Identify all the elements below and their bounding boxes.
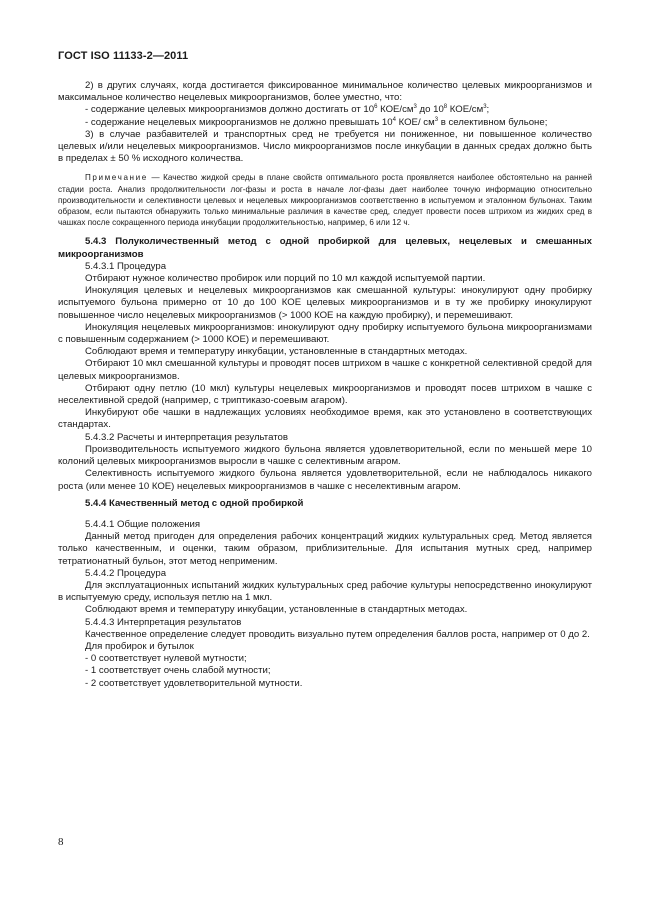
subsection-heading: 5.4.4.2 Процедура bbox=[85, 567, 167, 579]
list-item: - 0 соответствует нулевой мутности; bbox=[85, 653, 247, 665]
paragraph: Для эксплуатационных испытаний жидких культуральных сред рабочие культуры непосредственно инокулируют в испытуемую среду, используя петлю на 1 мкл. bbox=[58, 579, 592, 604]
section-heading: 5.4.3 Полуколичественный метод с одной пробиркой для целевых, нецелевых и смешанных микроорганизмов bbox=[58, 236, 592, 260]
section-heading: 5.4.4 Качественный метод с одной пробиркой bbox=[85, 497, 304, 509]
list-item: - 1 соответствует очень слабой мутности; bbox=[85, 665, 271, 677]
paragraph: Отбирают 10 мкл смешанной культуры и проводят посев штрихом в чашке с конкретной селективной средой для целевых микроорганизмов. bbox=[58, 358, 592, 382]
document-header: ГОСТ ISO 11133-2—2011 bbox=[58, 50, 189, 62]
paragraph: Соблюдают время и температуру инкубации, установленные в стандартных методах. bbox=[85, 604, 468, 616]
paragraph: Отбирают нужное количество пробирок или порций по 10 мл каждой испытуемой партии. bbox=[85, 273, 486, 285]
subsection-heading: 5.4.3.1 Процедура bbox=[85, 260, 167, 272]
page-number: 8 bbox=[58, 836, 64, 848]
subsection-heading: 5.4.4.1 Общие положения bbox=[85, 518, 201, 530]
document-body bbox=[58, 80, 592, 690]
paragraph: Для пробирок и бутылок bbox=[85, 640, 194, 652]
paragraph: Инокуляция нецелевых микроорганизмов: инокулируют одну пробирку испытуемого бульона микроорганизмами с повышенным содержанием (> 1000 КОЕ) и перемешивают. bbox=[58, 321, 592, 346]
paragraph: Инокуляция целевых и нецелевых микроорганизмов как смешанной культуры: инокулируют одну пробирку испытуемого бульона примерно от 10 до 100 КОЕ целевых микроорганизмов и в ту же пробирку инокулируют повышенное число нецелевых микроорганизмов (> 1000 КОЕ на каждую пробирку), и перемешивают. bbox=[58, 285, 592, 321]
paragraph: Инкубируют обе чашки в надлежащих условиях необходимое время, как это установлено в соответствующих стандартах. bbox=[58, 407, 592, 431]
subsection-heading: 5.4.4.3 Интерпретация результатов bbox=[85, 616, 242, 628]
paragraph: Селективность испытуемого жидкого бульона является удовлетворительной, если не наблюдалось никакого роста (или менее 10 КОЕ) нецелевых микроорганизмов в чашке с неселективным агаром. bbox=[58, 468, 592, 492]
paragraph: Данный метод пригоден для определения рабочих концентраций жидких культуральных сред. Метод является только качественным, и оценки, таким образом, приблизительные. Для испытания мутных сред, например тетратионатный бульон, этот метод неприменим. bbox=[58, 531, 592, 567]
paragraph: Отбирают одну петлю (10 мкл) культуры нецелевых микроорганизмов и проводят посев штрихом в чашке с неселективной средой (например, с триптиказо-соевым агаром). bbox=[58, 382, 592, 407]
paragraph: Соблюдают время и температуру инкубации, установленные в стандартных методах. bbox=[85, 346, 468, 358]
paragraph: Производительность испытуемого жидкого бульона является удовлетворительной, если по меньшей мере 10 колоний целевых микроорганизмов выросли в чашке с селективным агаром. bbox=[58, 443, 592, 468]
note: Примечание — Качество жидкой среды в плане свойств оптимального роста проявляется наиболее обстоятельно на ранней стадии роста. Анализ продолжительности лог-фазы и роста в начале лог-фазы дает наиболее точную информацию относительно производительности и селективности целевых и нецелевых микроорганизмов соответственно в испытуемом и эталонном бульонах. Таким образом, если пытаются обнаружить только минимальные различия в качестве сред, следует провести посев штрихом из жидких сред в чашках после сокращенного периода инкубации продолжительностью, например, 6 или 12 ч. bbox=[58, 173, 592, 228]
paragraph: 2) в других случаях, когда достигается фиксированное минимальное количество целевых микроорганизмов и максимальное количество нецелевых микроорганизмов, более уместно, что: bbox=[58, 80, 592, 104]
list-item: - содержание целевых микроорганизмов должно достигать от $10^6$ КОЕ/$см^3$ до $10^8$ КОЕ/$см^3$; bbox=[85, 104, 490, 116]
list-item: - содержание нецелевых микроорганизмов не должно превышать $10^4$ КОЕ/ $см^3$ в селективном бульоне; bbox=[85, 116, 548, 128]
paragraph: Качественное определение следует проводить визуально путем определения баллов роста, например от 0 до 2. bbox=[85, 628, 590, 640]
paragraph: 3) в случае разбавителей и транспортных сред не требуется ни пониженное, ни повышенное количество целевых и/или нецелевых микроорганизмов. Число микроорганизмов после инкубации в данных средах должно быть в пределах ± 50 % исходного количества. bbox=[58, 128, 592, 165]
list-item: - 2 соответствует удовлетворительной мутности. bbox=[85, 677, 303, 689]
note-label: Примечание bbox=[85, 173, 148, 183]
subsection-heading: 5.4.3.2 Расчеты и интерпретация результатов bbox=[85, 431, 288, 443]
